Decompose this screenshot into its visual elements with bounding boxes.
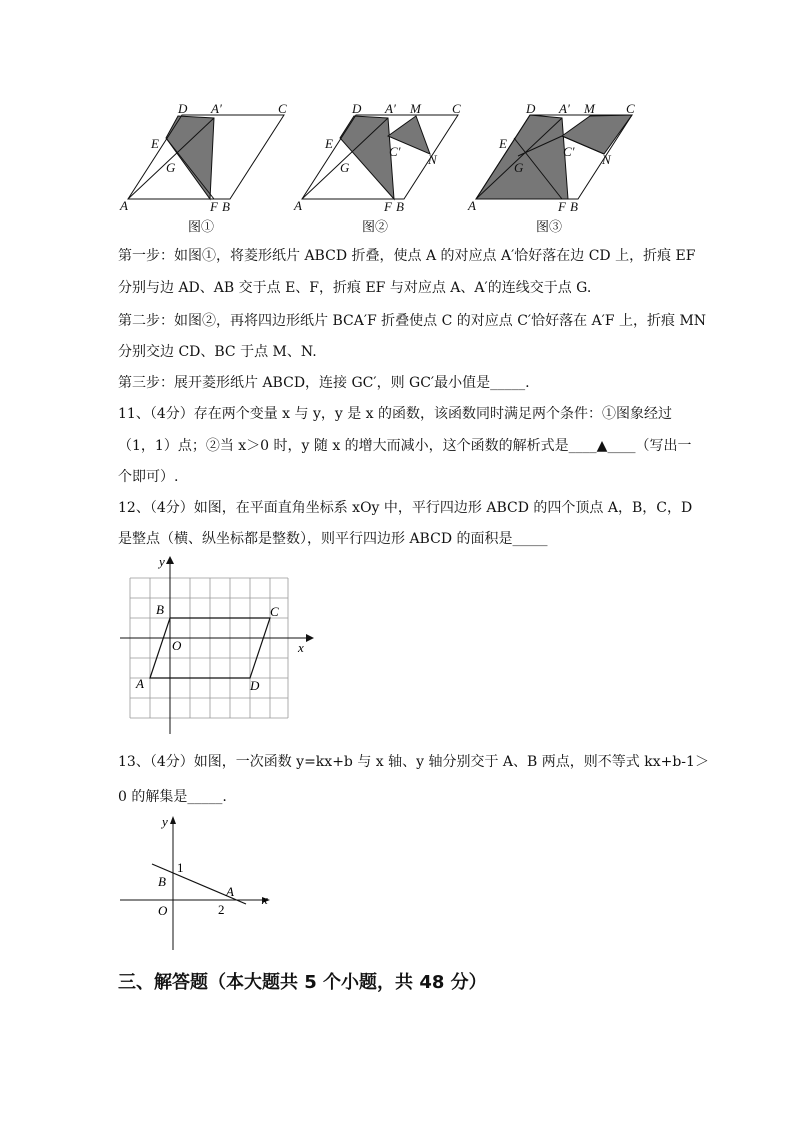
label-M: M xyxy=(410,101,421,116)
label-C: C xyxy=(452,101,461,116)
figure-3 xyxy=(467,101,635,234)
label-O: O xyxy=(158,903,168,918)
step2-line1: 第二步：如图②，再将四边形纸片 BCA′F 折叠使点 C 的对应点 C′恰好落在 A′F 上，折痕 MN xyxy=(118,313,707,329)
label-y: y xyxy=(159,554,165,569)
problem12-line2: 是整点（横、纵坐标都是整数），则平行四边形 ABCD 的面积是_____ xyxy=(118,531,548,547)
label-F: F xyxy=(558,199,566,214)
label-D: D xyxy=(352,101,362,116)
label-D: D xyxy=(250,678,260,693)
label-A: A xyxy=(120,198,128,213)
label-C: C xyxy=(270,604,279,619)
step3-line: 第三步：展开菱形纸片 ABCD，连接 GC′，则 GC′最小值是_____. xyxy=(118,375,530,391)
figure-2 xyxy=(293,101,461,234)
label-A: A xyxy=(136,676,144,691)
label-F: F xyxy=(210,199,218,214)
problem12-line1: 12、（4分）如图，在平面直角坐标系 xOy 中，平行四边形 ABCD 的四个顶点 A，B，C，D xyxy=(118,500,693,516)
problem13-line2: 0 的解集是_____. xyxy=(118,789,227,805)
problem11-line1: 11、（4分）存在两个变量 x 与 y，y 是 x 的函数，该函数同时满足两个条件：①图象经过 xyxy=(118,406,673,422)
label-C: C xyxy=(626,101,635,116)
label-E: E xyxy=(325,136,333,151)
problem11-line2: （1，1）点；②当 x＞0 时，y 随 x 的增大而减小，这个函数的解析式是____▲____（写出一 xyxy=(118,438,692,454)
x-arrow-icon xyxy=(306,634,314,642)
problem13-graph xyxy=(118,812,278,954)
step2-line2: 分别交边 CD、BC 于点 M、N. xyxy=(118,344,317,360)
step1-line2: 分别与边 AD、AB 交于点 E、F，折痕 EF 与对应点 A、A′的连线交于点 G. xyxy=(118,280,592,296)
label-G: G xyxy=(166,160,176,175)
label-A: A xyxy=(468,198,476,213)
label-F: F xyxy=(384,199,392,214)
folding-figures xyxy=(118,96,678,236)
problem11-line3: 个即可）. xyxy=(118,469,179,485)
label-N: N xyxy=(428,152,437,167)
label-O: O xyxy=(172,638,182,653)
section-heading: 三、解答题（本大题共 5 个小题，共 48 分） xyxy=(118,972,487,993)
caption-2: 图② xyxy=(362,219,389,234)
label-A: A xyxy=(226,884,234,899)
label-D: D xyxy=(526,101,536,116)
caption-3: 图③ xyxy=(536,219,563,234)
label-M: M xyxy=(584,101,595,116)
label-D: D xyxy=(178,101,188,116)
label-2: 2 xyxy=(218,902,225,917)
label-C: C xyxy=(278,101,287,116)
y-arrow-icon xyxy=(166,556,174,564)
label-E: E xyxy=(499,136,507,151)
figure-1 xyxy=(119,101,287,234)
label-y: y xyxy=(162,814,168,829)
label-N: N xyxy=(602,152,611,167)
label-B: B xyxy=(396,199,404,214)
label-A1: A′ xyxy=(211,101,222,116)
caption-1: 图① xyxy=(188,219,215,234)
label-G: G xyxy=(514,160,524,175)
label-E: E xyxy=(151,136,159,151)
label-x: x xyxy=(262,892,268,907)
label-C1: C′ xyxy=(389,144,401,159)
label-B: B xyxy=(158,874,166,889)
y-arrow-icon xyxy=(170,816,176,824)
problem13-line1: 13、（4分）如图，一次函数 y=kx+b 与 x 轴、y 轴分别交于 A、B 两点，则不等式 kx+b-1＞ xyxy=(118,754,709,770)
label-C1: C′ xyxy=(563,144,575,159)
step1-line1: 第一步：如图①，将菱形纸片 ABCD 折叠，使点 A 的对应点 A′恰好落在边 CD 上，折痕 EF xyxy=(118,248,696,264)
label-B: B xyxy=(222,199,230,214)
grid xyxy=(130,578,288,718)
label-1: 1 xyxy=(177,860,184,875)
label-B: B xyxy=(570,199,578,214)
label-A1: A′ xyxy=(385,101,396,116)
label-A1: A′ xyxy=(559,101,570,116)
problem12-graph xyxy=(118,552,318,737)
label-x: x xyxy=(298,640,304,655)
label-G: G xyxy=(340,160,350,175)
label-A: A xyxy=(294,198,302,213)
label-B: B xyxy=(156,602,164,617)
